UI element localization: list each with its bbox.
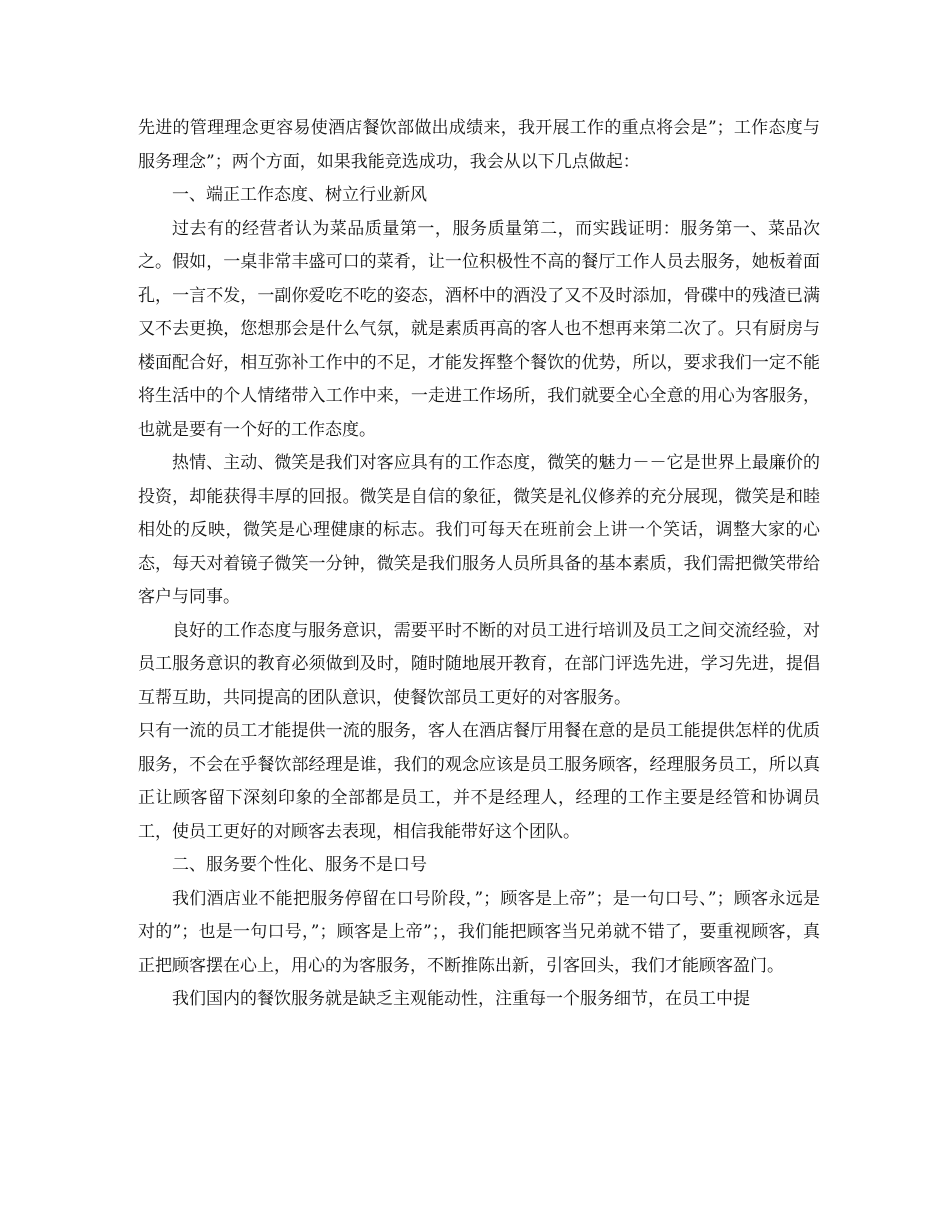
- paragraph-service-first: 过去有的经营者认为菜品质量第一，服务质量第二，而实践证明：服务第一、菜品次之。假如，一桌非常丰盛可口的菜肴，让一位积极性不高的餐厅工作人员去服务，她板着面孔，一言不发，一副你爱吃不吃的姿态，酒杯中的酒没了又不及时添加，骨碟中的残渣已满又不去更换，您想那会是什么气氛，就是素质再高的客人也不想再来第二次了。只有厨房与楼面配合好，相互弥补工作中的不足，才能发挥整个餐饮的优势，所以，要求我们一定不能将生活中的个人情绪带入工作中来，一走进工作场所，我们就要全心全意的用心为客服务，也就是要有一个好的工作态度。: [138, 218, 820, 440]
- paragraph-first-class-staff: 只有一流的员工才能提供一流的服务，客人在酒店餐厅用餐在意的是员工能提供怎样的优质服务，不会在乎餐饮部经理是谁，我们的观念应该是员工服务顾客，经理服务员工，所以真正让顾客留下深刻印象的全部都是员工，并不是经理人，经理的工作主要是经管和协调员工，使员工更好的对顾客去表现，相信我能带好这个团队。: [138, 721, 820, 842]
- paragraph-intro: 先进的管理理念更容易使酒店餐饮部做出成绩来，我开展工作的重点将会是”；工作态度与服务理念”；两个方面，如果我能竞选成功，我会从以下几点做起：: [138, 118, 820, 172]
- section-heading-1: 一、端正工作态度、树立行业新风: [172, 185, 427, 205]
- section-heading-2: 二、服务要个性化、服务不是口号: [172, 855, 427, 875]
- paragraph-training: 良好的工作态度与服务意识，需要平时不断的对员工进行培训及员工之间交流经验，对员工服务意识的教育必须做到及时，随时随地展开教育，在部门评选先进，学习先进，提倡互帮互助，共同提高的团队意识，使餐饮部员工更好的对客服务。: [138, 620, 820, 708]
- paragraph-domestic-service: 我们国内的餐饮服务就是缺乏主观能动性，注重每一个服务细节，在员工中提: [172, 989, 750, 1009]
- document-page: [138, 112, 820, 1017]
- paragraph-slogan: 我们酒店业不能把服务停留在口号阶段，”；顾客是上帝”；是一句口号、”；顾客永远是对的”；也是一句口号，”；顾客是上帝”；，我们能把顾客当兄弟就不错了，要重视顾客，真正把顾客摆在心上，用心的为客服务，不断推陈出新，引客回头，我们才能顾客盈门。: [138, 888, 820, 976]
- paragraph-smile: 热情、主动、微笑是我们对客应具有的工作态度，微笑的魅力－－它是世界上最廉价的投资，却能获得丰厚的回报。微笑是自信的象征，微笑是礼仪修养的充分展现，微笑是和睦相处的反映，微笑是心理健康的标志。我们可每天在班前会上讲一个笑话，调整大家的心态，每天对着镜子微笑一分钟，微笑是我们服务人员所具备的基本素质，我们需把微笑带给客户与同事。: [138, 453, 820, 607]
